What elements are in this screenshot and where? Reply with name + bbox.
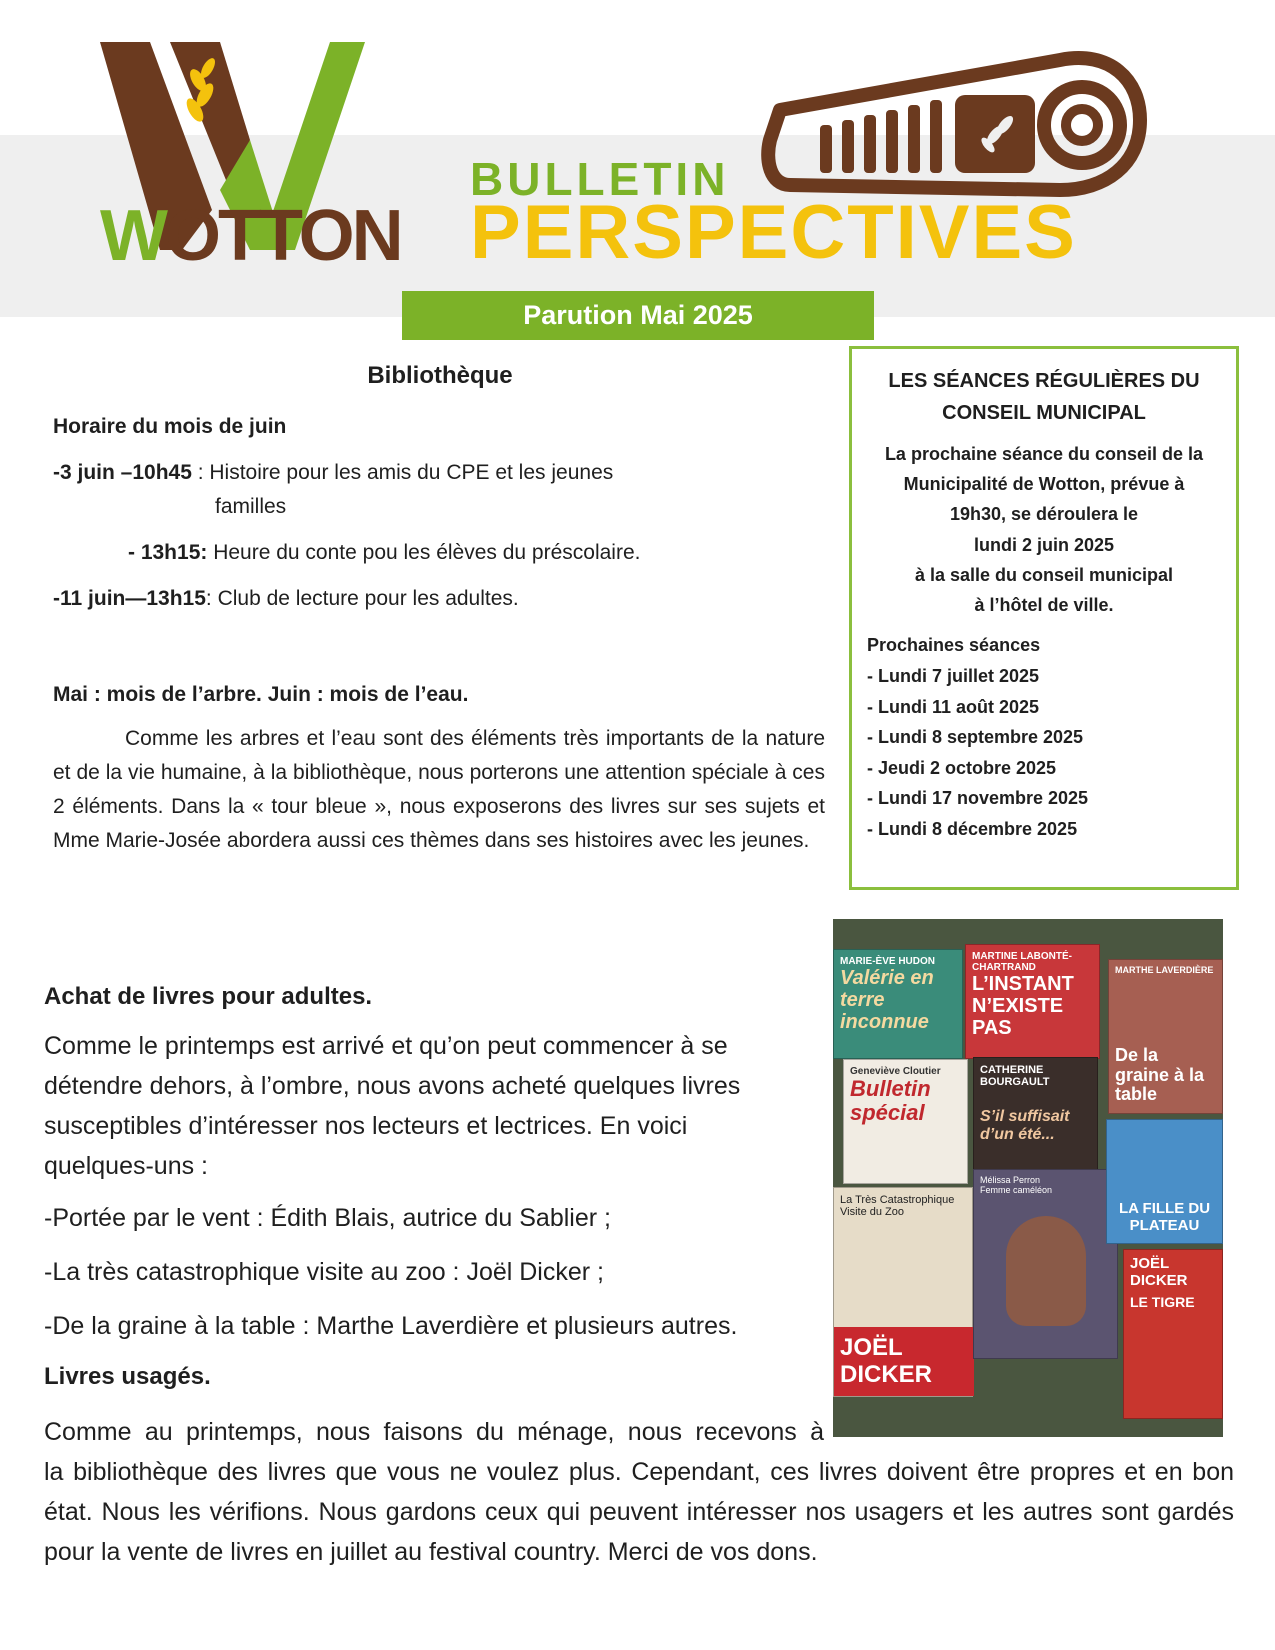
council-meetings-box — [849, 346, 1239, 890]
book-cover: CATHERINE BOURGAULT S’il suffisait d’un été... — [973, 1057, 1098, 1177]
achat-intro: Comme le printemps est arrivé et qu’on peut commencer à se détendre dehors, à l’ombre, nous avons acheté quelques livres susceptibles d’intéresser nos lecteurs et lectrices. En voici quelques-uns : — [44, 1032, 741, 1181]
perspectives-title: PERSPECTIVES — [470, 190, 1077, 275]
book-cover: LA FILLE DU PLATEAU — [1106, 1119, 1223, 1244]
schedule-item: - 13h15: Heure du conte pou les élèves du préscolaire. — [128, 541, 641, 565]
usages-paragraph-start: Comme au printemps, nous faisons du ménage, nous recevons à — [44, 1418, 824, 1446]
list-item: -De la graine à la table : Marthe Laverdière et plusieurs autres. — [44, 1312, 738, 1341]
next-meeting-info: La prochaine séance du conseil de la Municipalité de Wotton, prévue à 19h30, se déroulera le lundi 2 juin 2025 à la salle du conseil municipal à l’hôtel de ville. — [884, 444, 1204, 616]
achat-heading: Achat de livres pour adultes. — [44, 983, 373, 1010]
schedule-item: -3 juin –10h45 : Histoire pour les amis du CPE et les jeunes — [53, 461, 614, 485]
theme-heading: Mai : mois de l’arbre. Juin : mois de l’eau. — [53, 683, 469, 707]
list-item: -La très catastrophique visite au zoo : Joël Dicker ; — [44, 1258, 604, 1287]
edition-banner: Parution Mai 2025 — [402, 291, 874, 340]
book-cover: JOËL DICKER LE TIGRE — [1123, 1249, 1223, 1419]
book-cover: Geneviève Cloutier Bulletin spécial — [843, 1059, 968, 1184]
book-cover: MARTHE LAVERDIÈRE De la graine à la table — [1108, 959, 1223, 1114]
wotton-logo-text: WOTTON — [100, 196, 401, 276]
books-photo — [833, 919, 1223, 1437]
book-cover: Mélissa Perron Femme caméléon — [973, 1169, 1118, 1359]
usages-paragraph: la bibliothèque des livres que vous ne voulez plus. Cependant, ces livres doivent être propres et en bon état. Nous les vérifions. Nous gardons ceux qui peuvent intéresser nos usagers et les autres sont gardés pour la vente de livres en juillet au festival country. Merci de vos dons. — [44, 1458, 1234, 1566]
bibliotheque-heading: Bibliothèque — [367, 362, 513, 389]
list-item: - Lundi 17 novembre 2025 — [867, 788, 1089, 809]
book-cover: MARIE-ÈVE HUDON Valérie en terre inconnue — [833, 949, 963, 1059]
book-cover: La Très Catastrophique Visite du Zoo JOËL DICKER — [833, 1187, 973, 1397]
newspaper-scroll-icon — [760, 40, 1150, 210]
usages-section — [44, 1412, 1234, 1572]
list-item: - Lundi 11 août 2025 — [867, 696, 1040, 717]
theme-paragraph: Comme les arbres et l’eau sont des éléments très importants de la nature et de la vie humaine, à la bibliothèque, nous porterons une attention spéciale à ces 2 éléments. Dans la « tour bleue », nous exposerons des livres sur ses sujets et Mme Marie-Josée abordera aussi ces thèmes dans ses histoires avec les jeunes. — [53, 727, 825, 853]
list-item: - Lundi 7 juillet 2025 — [867, 666, 1040, 686]
list-item: - Lundi 8 septembre 2025 — [867, 727, 1084, 748]
book-cover: MARTINE LABONTÉ-CHARTRAND L’INSTANT N’EXISTE PAS — [965, 944, 1100, 1059]
bulletin-title: BULLETIN — [470, 153, 730, 205]
upcoming-meetings-list — [852, 630, 1236, 844]
portrait-illustration — [1006, 1216, 1086, 1326]
schedule-heading: Horaire du mois de juin — [53, 415, 287, 438]
list-item: -Portée par le vent : Édith Blais, autrice du Sablier ; — [44, 1204, 611, 1233]
schedule-item-continuation: familles — [215, 495, 287, 519]
list-item: - Lundi 8 décembre 2025 — [867, 818, 1078, 839]
list-item: - Jeudi 2 octobre 2025 — [867, 757, 1057, 778]
upcoming-heading: Prochaines séances — [867, 635, 1041, 656]
schedule-item: -11 juin—13h15: Club de lecture pour les adultes. — [53, 587, 519, 611]
achat-section — [44, 978, 789, 1397]
usages-heading: Livres usagés. — [44, 1363, 211, 1391]
bibliotheque-section — [53, 410, 828, 858]
council-box-title: LES SÉANCES RÉGULIÈRES DU CONSEIL MUNICIPAL — [888, 370, 1200, 424]
